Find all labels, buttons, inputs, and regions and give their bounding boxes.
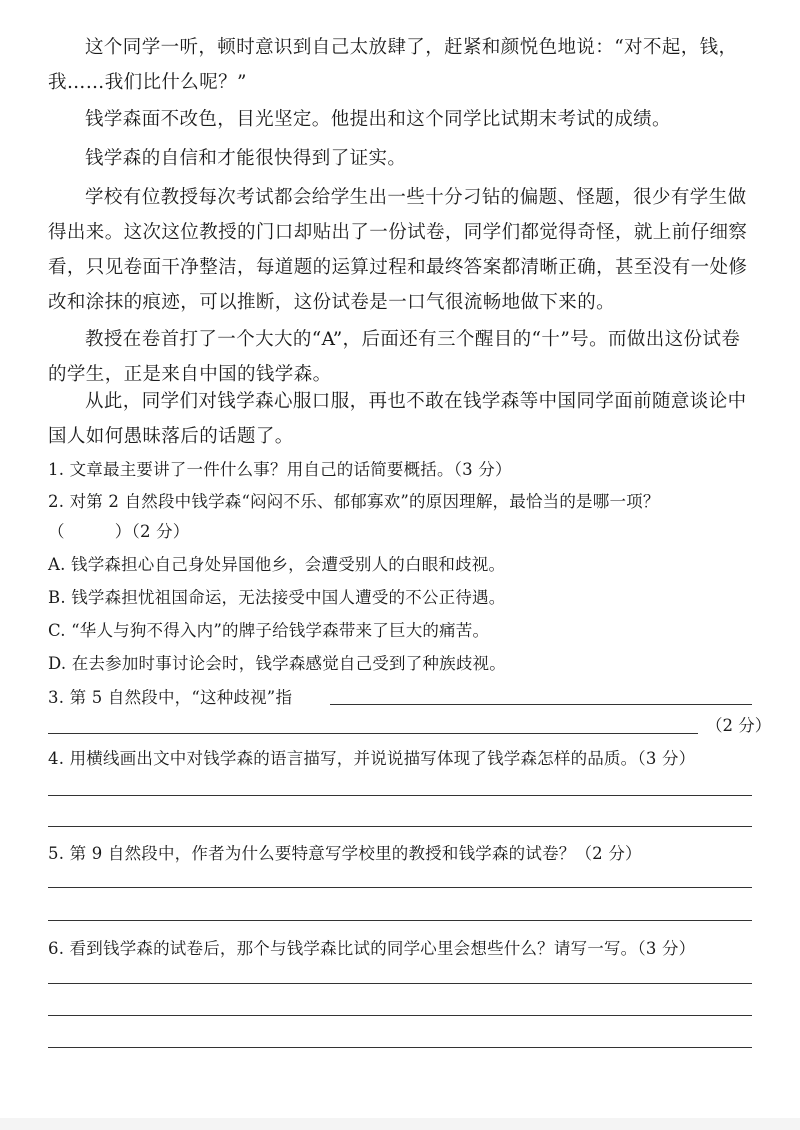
question-4: 4. 用横线画出文中对钱学森的语言描写，并说说描写体现了钱学森怎样的品质。（3 分） (48, 749, 696, 768)
question-3: 3. 第 5 自然段中，“这种歧视”指 (48, 688, 293, 707)
question-6: 6. 看到钱学森的试卷后，那个与钱学森比试的同学心里会想些什么？请写一写。（3 分） (48, 939, 696, 958)
answer-line[interactable] (48, 983, 752, 984)
answer-line[interactable] (48, 826, 752, 827)
answer-line[interactable] (48, 1047, 752, 1048)
question-3-points: （2 分） (706, 716, 772, 735)
question-1: 1. 文章最主要讲了一件什么事？用自己的话简要概括。（3 分） (48, 460, 512, 479)
question-5: 5. 第 9 自然段中，作者为什么要特意写学校里的教授和钱学森的试卷？（2 分） (48, 844, 642, 863)
option-b[interactable]: B. 钱学森担忧祖国命运，无法接受中国人遭受的不公正待遇。 (48, 588, 506, 607)
question-2-answer-blank[interactable]: （ ）（2 分） (48, 522, 190, 541)
question-2: 2. 对第 2 自然段中钱学森“闷闷不乐、郁郁寡欢”的原因理解，最恰当的是哪一项？ (48, 492, 660, 511)
option-d[interactable]: D. 在去参加时事讨论会时，钱学森感觉自己受到了种族歧视。 (48, 654, 506, 673)
option-c[interactable]: C. “华人与狗不得入内”的牌子给钱学森带来了巨大的痛苦。 (48, 621, 490, 640)
paragraph: 学校有位教授每次考试都会给学生出一些十分刁钻的偏题、怪题，很少有学生做得出来。这次这位教授的门口却贴出了一份试卷，同学们都觉得奇怪，就上前仔细察看，只见卷面干净整洁，每道题的运算过程和最终答案都清晰正确，甚至没有一处修改和涂抹的痕迹，可以推断，这份试卷是一口气很流畅地做下来的。 (48, 187, 748, 313)
answer-line[interactable] (48, 920, 752, 921)
answer-line[interactable] (48, 795, 752, 796)
page-bottom-edge (0, 1118, 800, 1130)
paragraph: 教授在卷首打了一个大大的“A”，后面还有三个醒目的“十”号。而做出这份试卷的学生，正是来自中国的钱学森。 (48, 329, 741, 385)
option-a[interactable]: A. 钱学森担心自己身处异国他乡，会遭受别人的白眼和歧视。 (48, 555, 506, 574)
answer-line[interactable] (330, 704, 752, 705)
answer-line[interactable] (48, 887, 752, 888)
paragraph: 从此，同学们对钱学森心服口服，再也不敢在钱学森等中国同学面前随意谈论中国人如何愚昧落后的话题了。 (48, 391, 747, 447)
answer-line[interactable] (48, 1015, 752, 1016)
answer-line[interactable] (48, 733, 698, 734)
paragraph: 这个同学一听，顿时意识到自己太放肆了，赶紧和颜悦色地说：“对不起，钱，我……我们比什么呢？” (48, 37, 738, 93)
paragraph: 钱学森的自信和才能很快得到了证实。 (85, 148, 407, 169)
paragraph: 钱学森面不改色，目光坚定。他提出和这个同学比试期末考试的成绩。 (85, 109, 671, 130)
